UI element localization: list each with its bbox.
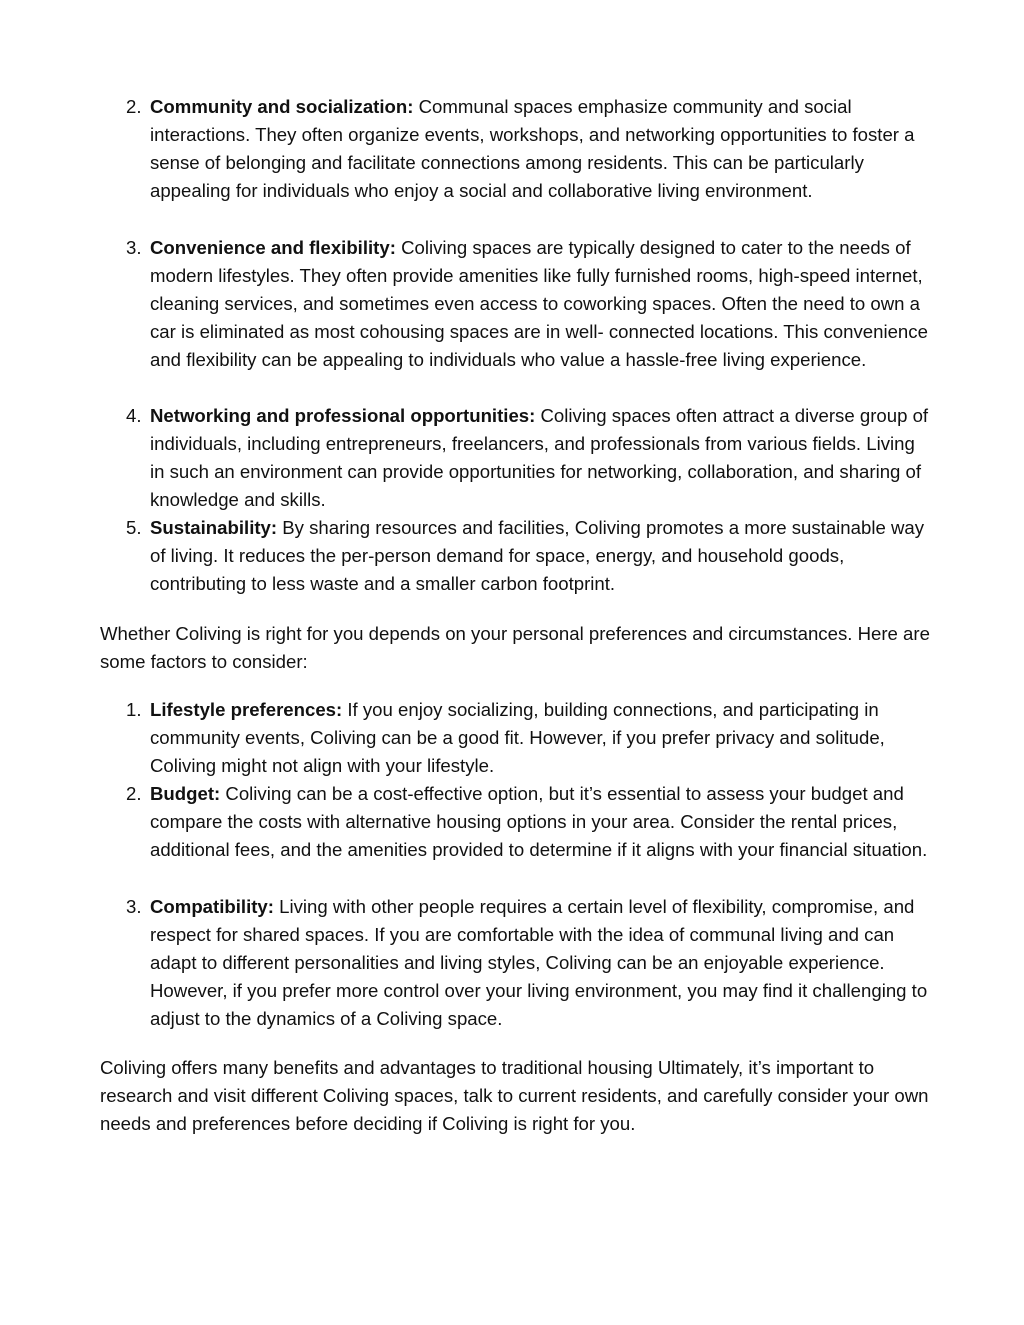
list-item-term: Budget: xyxy=(150,783,226,804)
list-item-term: Compatibility: xyxy=(150,896,280,917)
list-item xyxy=(126,696,930,780)
list-number: 3. xyxy=(126,896,142,917)
list-item xyxy=(126,780,930,893)
intro-paragraph: Whether Coliving is right for you depends on your personal preferences and circumstances. Here are some factors to consider: xyxy=(100,623,930,672)
list-item xyxy=(126,514,930,598)
list-item-term: Sustainability: xyxy=(150,517,283,538)
list-item xyxy=(126,893,930,1033)
list-item-text: Coliving can be a cost-effective option, but it’s essential to assess your budget and compare the costs with alternative housing options in your area. Consider the rental prices, additional fees, and the amenities provided to determine if it aligns with your financial situation. xyxy=(150,783,928,860)
list-item-term: Convenience and flexibility: xyxy=(150,237,402,258)
list-item-text: Coliving spaces are typically designed to cater to the needs of modern lifestyles. They often provide amenities like fully furnished rooms, high-speed internet, cleaning services, and sometimes even access to coworking spaces. Often the need to own a car is eliminated as most cohousing spaces are in well- connected locations. This convenience and flexibility can be appealing to individuals who value a hassle-free living experience. xyxy=(150,237,928,370)
list-item-text: By sharing resources and facilities, Coliving promotes a more sustainable way of living. It reduces the per-person demand for space, energy, and household goods, contributing to less waste and a smaller carbon footprint. xyxy=(150,517,925,594)
list-item xyxy=(126,402,930,514)
list-item-term: Lifestyle preferences: xyxy=(150,699,348,720)
factors-list xyxy=(126,696,930,1033)
list-item-term: Community and socialization: xyxy=(150,96,419,117)
list-item-text: Coliving spaces often attract a diverse group of individuals, including entrepreneurs, freelancers, and professionals from various fields. Living in such an environment can provide opportunities for networking, collaboration, and sharing of knowledge and skills. xyxy=(150,405,929,510)
list-number: 3. xyxy=(126,237,142,258)
list-item-text: Communal spaces emphasize community and social interactions. They often organize events, workshops, and networking opportunities to foster a sense of belonging and facilitate connections among residents. This can be particularly appealing for individuals who enjoy a social and collaborative living environment. xyxy=(150,96,915,201)
list-number: 1. xyxy=(126,699,142,720)
benefits-list xyxy=(126,93,930,598)
list-number: 5. xyxy=(126,517,142,538)
list-item-text: Living with other people requires a certain level of flexibility, compromise, and respect for shared spaces. If you are comfortable with the idea of communal living and can adapt to different personalities and living styles, Coliving can be an enjoyable experience. However, if you prefer more control over your living environment, you may find it challenging to adjust to the dynamics of a Coliving space. xyxy=(150,896,928,1029)
list-item xyxy=(126,234,930,402)
list-item-term: Networking and professional opportunities: xyxy=(150,405,541,426)
closing-paragraph: Coliving offers many benefits and advantages to traditional housing Ultimately, it’s important to research and visit different Coliving spaces, talk to current residents, and carefully consider your own needs and preferences before deciding if Coliving is right for you. xyxy=(100,1057,929,1134)
list-number: 2. xyxy=(126,96,142,117)
list-number: 4. xyxy=(126,405,142,426)
list-number: 2. xyxy=(126,783,142,804)
list-item-text: If you enjoy socializing, building connections, and participating in community events, Coliving can be a good fit. However, if you prefer privacy and solitude, Coliving might not align with your lifestyle. xyxy=(150,699,885,776)
list-item xyxy=(126,93,930,234)
